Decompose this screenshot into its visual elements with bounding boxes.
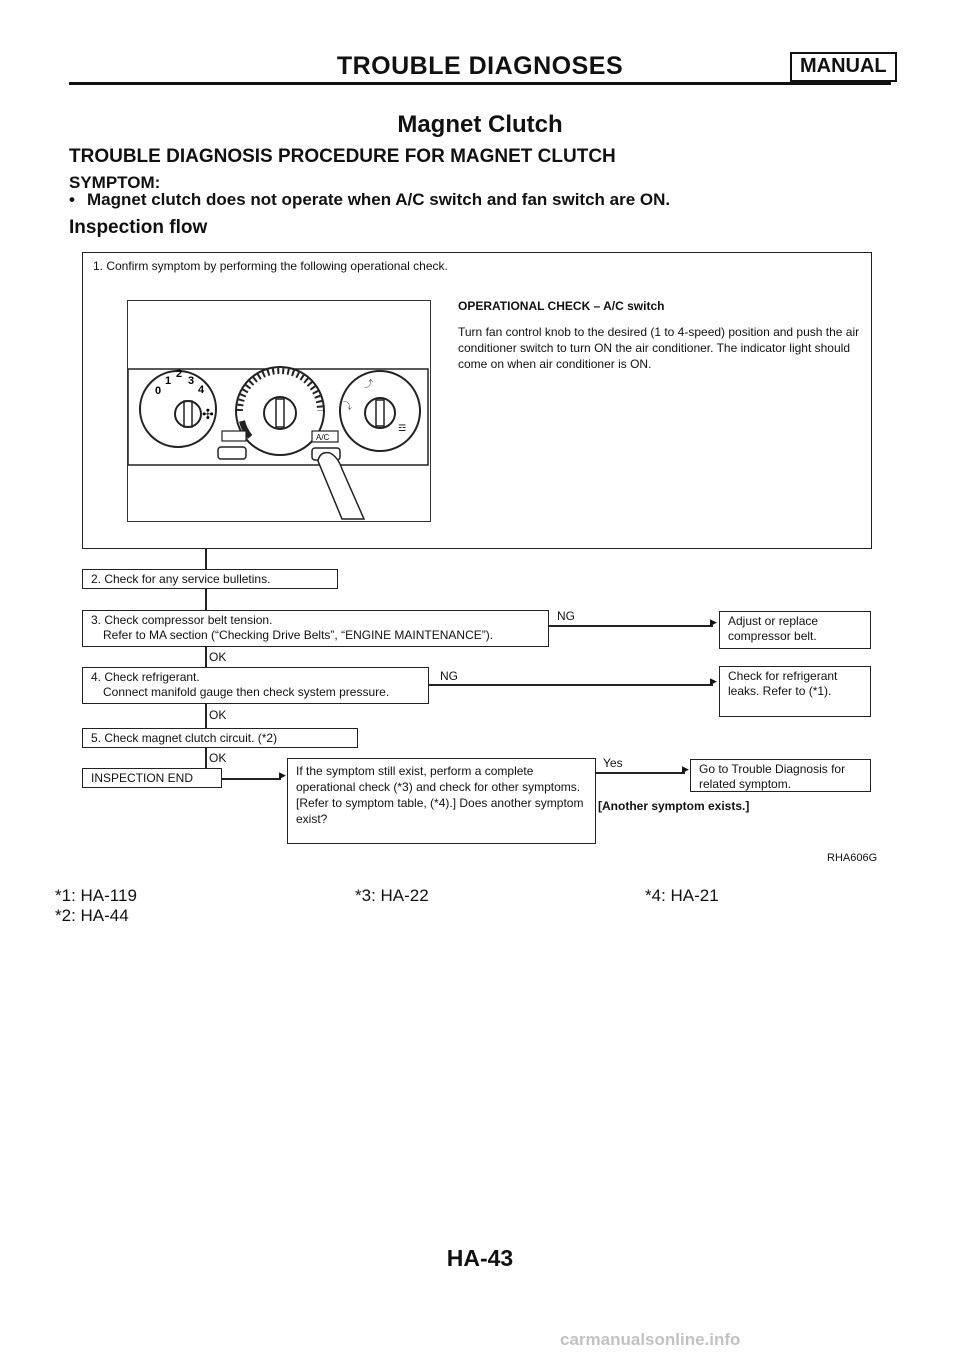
bullet-icon: • — [69, 190, 75, 209]
step-4-result-text: Check for refrigerant leaks. Refer to (*1). — [728, 669, 838, 698]
ref-3: *3: HA-22 — [355, 886, 429, 905]
inspection-end-text: INSPECTION END — [91, 771, 194, 785]
step-4-result-box — [719, 666, 871, 717]
step-4-title: 4. Check refrigerant. — [91, 670, 200, 684]
manual-badge: MANUAL — [790, 52, 897, 82]
finger-icon — [318, 453, 364, 519]
step-3-result-box — [719, 611, 871, 649]
fan-speed-1: 1 — [165, 375, 172, 387]
yes-label: Yes — [603, 756, 623, 770]
another-symptom-note: [Another symptom exists.] — [598, 799, 750, 813]
step-3-ok-label: OK — [209, 650, 227, 664]
arrowhead-icon: ▶ — [710, 676, 717, 686]
flow-arrow — [205, 748, 207, 768]
flow-arrow — [549, 625, 713, 627]
fan-speed-3: 3 — [188, 375, 195, 387]
recirc-indicator-icon — [222, 431, 246, 441]
recheck-text: If the symptom still exist, perform a complete operational check (*3) and check for other symptoms. [Refer to symptom table, (*4).] Does another symptom exist? — [296, 764, 584, 826]
ref-1: *1: HA-119 — [55, 886, 137, 905]
step-3-title: 3. Check compressor belt tension. — [91, 613, 273, 627]
yes-result-text: Go to Trouble Diagnosis for related symptom. — [699, 762, 846, 791]
step-4-instruction: Connect manifold gauge then check system pressure. — [103, 685, 390, 699]
fan-speed-2: 2 — [176, 368, 183, 380]
step-5-text: 5. Check magnet clutch circuit. (*2) — [91, 731, 278, 745]
section-title: TROUBLE DIAGNOSES — [336, 52, 624, 80]
fan-speed-0: 0 — [155, 385, 162, 397]
ac-switch-label: A/C — [316, 433, 330, 442]
arrowhead-icon: ▶ — [682, 764, 689, 774]
ref-2: *2: HA-44 — [55, 906, 129, 925]
step-4-ng-label: NG — [440, 669, 458, 683]
operational-check-title: OPERATIONAL CHECK – A/C switch — [458, 299, 665, 313]
symptom-label: SYMPTOM: — [69, 173, 161, 192]
flow-arrow — [205, 589, 207, 610]
arrowhead-icon: ▶ — [279, 770, 286, 780]
step-3-box — [82, 610, 549, 647]
step-4-ok-label: OK — [209, 708, 227, 722]
step-2-box — [82, 569, 338, 589]
flow-arrow — [205, 647, 207, 667]
flow-arrow — [429, 684, 713, 686]
step-3-result-text: Adjust or replace compressor belt. — [728, 614, 819, 643]
operational-check-instructions: Turn fan control knob to the desired (1 to 4-speed) position and push the air conditioner switch to turn ON the air conditioner. The indicator light should come on when air conditioner is ON. — [458, 325, 860, 371]
step-5-box — [82, 728, 358, 748]
flow-arrow — [222, 778, 281, 780]
step-1-text: 1. Confirm symptom by performing the following operational check. — [93, 259, 448, 273]
recheck-box — [287, 758, 596, 844]
vent-mode-icon: ⤴ — [364, 379, 374, 389]
step-3-reference: Refer to MA section (“Checking Drive Belts”, “ENGINE MAINTENANCE”). — [103, 628, 494, 642]
recirc-button — [218, 447, 246, 459]
yes-result-box — [690, 759, 871, 792]
step-2-text: 2. Check for any service bulletins. — [91, 572, 271, 586]
page-number: HA-43 — [446, 1245, 514, 1271]
procedure-heading: TROUBLE DIAGNOSIS PROCEDURE FOR MAGNET CLUTCH — [69, 146, 616, 167]
figure-code: RHA606G — [827, 852, 878, 864]
operational-check-text — [458, 298, 868, 372]
defrost-mode-icon: ☲ — [398, 423, 407, 433]
page-title: Magnet Clutch — [397, 111, 563, 138]
symptom-item — [69, 190, 670, 210]
header-rule — [69, 82, 891, 85]
flow-arrow — [205, 549, 207, 569]
control-panel-figure — [127, 300, 431, 522]
step-5-ok-label: OK — [209, 751, 227, 765]
step-3-ng-label: NG — [557, 609, 575, 623]
flow-arrow — [205, 704, 207, 728]
arrowhead-icon: ▶ — [710, 617, 717, 627]
step-4-box — [82, 667, 429, 704]
symptom-text: Magnet clutch does not operate when A/C switch and fan switch are ON. — [87, 190, 671, 209]
fan-icon: ✣ — [202, 406, 214, 422]
watermark: carmanualsonline.info — [560, 1330, 741, 1349]
inspection-end-box — [82, 768, 222, 788]
ref-4: *4: HA-21 — [645, 886, 719, 905]
ac-control-panel-illustration — [128, 301, 430, 521]
fan-speed-4: 4 — [198, 384, 205, 396]
bilevel-mode-icon: ⤵ — [343, 401, 353, 411]
inspection-flow-heading: Inspection flow — [69, 217, 208, 238]
flow-arrow — [596, 772, 685, 774]
